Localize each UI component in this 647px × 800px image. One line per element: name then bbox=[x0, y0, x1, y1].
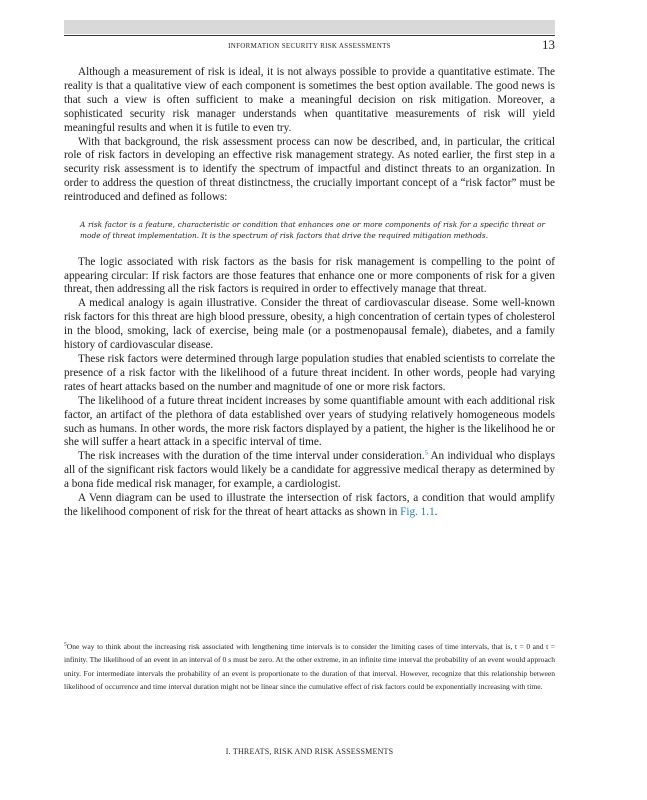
paragraph: The likelihood of a future threat incident increases by some quantifiable amount with each additional risk factor, an artifact of the plethora of data established over years of studying relatively homogeneous models such as humans. In other words, the more risk factors displayed by a patient, the higher is the likelihood he or she will suffer a heart attack in a specific interval of time. bbox=[64, 394, 555, 449]
paragraph-text: A Venn diagram can be used to illustrate the intersection of risk factors, a condition that would amplify the likelihood component of risk for the threat of heart attacks as shown in bbox=[64, 492, 555, 518]
footnote bbox=[64, 640, 555, 693]
running-head: INFORMATION SECURITY RISK ASSESSMENTS bbox=[228, 42, 391, 50]
figure-link[interactable]: Fig. 1.1 bbox=[400, 505, 435, 518]
running-foot: I. THREATS, RISK AND RISK ASSESSMENTS bbox=[225, 747, 394, 756]
paragraph: Although a measurement of risk is ideal, it is not always possible to provide a quantitative estimate. The reality is that a qualitative view of each component is sometimes the best option available. The good news is that such a view is often sufficient to make a meaningful decision on risk mitigation. Moreover, a sophisticated security risk manager understands when quantitative measurements of risk will yield meaningful results and when it is futile to even try. bbox=[64, 66, 555, 134]
paragraph-text: . bbox=[434, 505, 438, 518]
paragraph bbox=[64, 450, 555, 492]
main-text bbox=[64, 66, 555, 520]
paragraph-text: An individual who displays all of the significant risk factors would likely be a candidate for aggressive medical therapy as determined by a bona fide medical risk manager, for example, a cardiologist. bbox=[64, 450, 555, 491]
paragraph: A medical analogy is again illustrative. Consider the threat of cardiovascular disease. Some well-known risk factors for this threat are high blood pressure, obesity, a high concentration of certain types of cholesterol in the blood, smoking, lack of exercise, being male (or a postmenopausal female), diabetes, and a family history of cardiovascular disease. bbox=[64, 297, 555, 352]
header-bar bbox=[64, 20, 555, 34]
paragraph-text: The risk increases with the duration of the time interval under consideration. bbox=[78, 450, 425, 463]
definition-block: A risk factor is a feature, characteristic or condition that enhances one or more components of risk for a specific threat or mode of threat implementation. It is the spectrum of risk factors that drive the required mitigation methods. bbox=[80, 220, 545, 241]
page-header bbox=[64, 35, 555, 56]
footnote-text: One way to think about the increasing risk associated with lengthening time intervals is to consider the limiting cases of time intervals, that is, t = 0 and t = infinity. The likelihood of an event in an interval of 0 s must be zero. At the other extreme, in an infinite time interval the probability of an event would approach unity. For intermediate intervals the probability of an event is proportionate to the duration of that interval. However, recognize that this relationship between likelihood of occurrence and time interval duration might not be linear since the cumulative effect of risk factors could be exponentially increasing with time. bbox=[64, 642, 555, 691]
paragraph: These risk factors were determined through large population studies that enabled scientists to correlate the presence of a risk factor with the likelihood of a future threat incident. In other words, people had varying rates of heart attacks based on the number and magnitude of one or more risk factors. bbox=[64, 353, 555, 393]
footnote-marker: 5 bbox=[64, 641, 67, 648]
paragraph bbox=[64, 492, 555, 520]
page-number: 13 bbox=[542, 37, 555, 52]
paragraph: With that background, the risk assessment process can now be described, and, in particular, the critical role of risk factors in developing an effective risk management strategy. As noted earlier, the first step in a security risk assessment is to identify the spectrum of impactful and distinct threats to an organization. In order to address the question of threat distinctness, the crucially important concept of a “risk factor” must be reintroduced and defined as follows: bbox=[64, 135, 555, 204]
paragraph: The logic associated with risk factors as the basis for risk management is compelling to the point of appearing circular: If risk factors are those features that enhance one or more components of risk for a given threat, then addressing all the risk factors is required in order to effectively manage that threat. bbox=[64, 255, 555, 296]
footnote-ref[interactable]: 5 bbox=[424, 449, 428, 457]
